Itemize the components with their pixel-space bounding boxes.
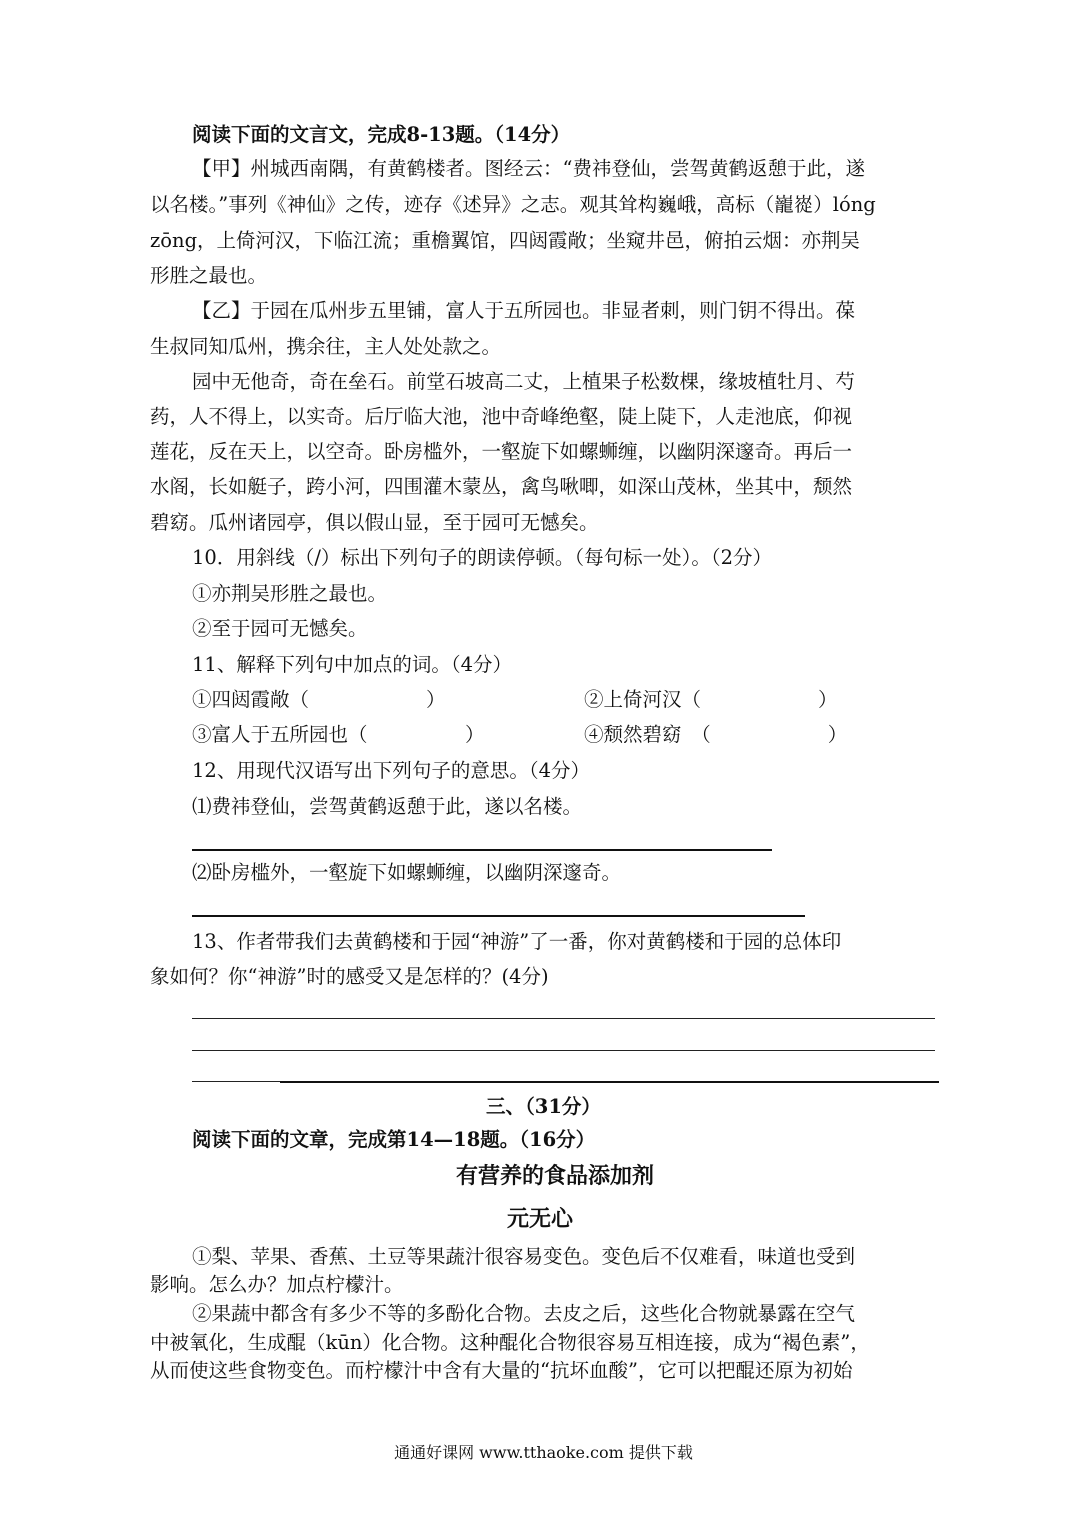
answer-line-q13-3b[interactable]	[280, 1081, 939, 1083]
q11-stem: 11、解释下列句中加点的词。（4分）	[192, 653, 512, 676]
section-heading: 阅读下面的文言文，完成8-13题。（14分）	[192, 123, 571, 146]
answer-line-q13-2[interactable]	[192, 1050, 935, 1051]
q10-item-1: ①亦荆吴形胜之最也。	[192, 582, 388, 605]
article-author: 元无心	[507, 1206, 574, 1232]
article-title: 有营养的食品添加剂	[456, 1163, 655, 1189]
passage-b-line-7: 碧窈。瓜州诸园亭，俱以假山显，至于园可无憾矣。	[150, 511, 599, 534]
q12-item-2: ⑵卧房槛外，一壑旋下如螺蛳缠，以幽阴深邃奇。	[192, 861, 622, 884]
page-footer: 通通好课网 www.tthaoke.com 提供下载	[394, 1443, 693, 1462]
article-paragraph-line-4: 中被氧化，生成醌（kūn）化合物。这种醌化合物很容易互相连接，成为“褐色素”，	[150, 1331, 870, 1354]
passage-b-line-5: 莲花，反在天上，以空奇。卧房槛外，一壑旋下如螺蛳缠，以幽阴深邃奇。再后一	[150, 440, 853, 463]
passage-a-line-1: 【甲】州城西南隅，有黄鹤楼者。图经云：“费祎登仙，尝驾黄鹤返憩于此，遂	[192, 157, 865, 180]
passage-b-line-4: 药，人不得上，以实奇。后厅临大池，池中奇峰绝壑，陡上陡下，人走池底，仰视	[150, 405, 853, 428]
passage-a-line-2: 以名楼。”事列《神仙》之传，迹存《述异》之志。观其耸构巍峨，高标（巃嵸）lóng	[150, 193, 876, 216]
q12-stem: 12、用现代汉语写出下列句子的意思。（4分）	[192, 759, 590, 782]
section-three-instruction: 阅读下面的文章，完成第14—18题。（16分）	[192, 1128, 596, 1151]
answer-line-q12-2[interactable]	[192, 915, 805, 917]
passage-b-line-3: 园中无他奇，奇在垒石。前堂石坡高二丈，上植果子松数棵，缘坡植牡月、芍	[192, 370, 856, 393]
section-three-heading: 三、（31分）	[486, 1095, 601, 1118]
answer-line-q13-3a[interactable]	[192, 1081, 280, 1082]
q11-item-3: ③富人于五所园也（ ）	[192, 723, 485, 746]
q13-stem-line-1: 13、作者带我们去黄鹤楼和于园“神游”了一番，你对黄鹤楼和于园的总体印	[192, 930, 842, 953]
article-paragraph-line-1: ①梨、苹果、香蕉、土豆等果蔬汁很容易变色。变色后不仅难看，味道也受到	[192, 1245, 856, 1268]
passage-b-line-1: 【乙】于园在瓜州步五里铺，富人于五所园也。非显者刺，则门钥不得出。葆	[192, 299, 856, 322]
article-paragraph-line-3: ②果蔬中都含有多少不等的多酚化合物。去皮之后，这些化合物就暴露在空气	[192, 1302, 856, 1325]
answer-line-q12-1[interactable]	[192, 849, 772, 851]
article-paragraph-line-5: 从而使这些食物变色。而柠檬汁中含有大量的“抗坏血酸”，它可以把醌还原为初始	[150, 1359, 853, 1382]
passage-a-line-4: 形胜之最也。	[150, 264, 268, 287]
q11-item-4: ④颓然碧窈 （ ）	[584, 723, 848, 746]
q12-item-1: ⑴费祎登仙，尝驾黄鹤返憩于此，遂以名楼。	[192, 795, 583, 818]
q10-item-2: ②至于园可无憾矣。	[192, 617, 368, 640]
passage-b-line-2: 生叔同知瓜州，携余往，主人处处款之。	[150, 335, 502, 358]
answer-line-q13-1[interactable]	[192, 1018, 935, 1019]
q10-stem: 10．用斜线（/）标出下列句子的朗读停顿。（每句标一处）。（2分）	[192, 546, 773, 569]
q13-stem-line-2: 象如何？你“神游”时的感受又是怎样的？(4分)	[150, 965, 549, 988]
passage-a-line-3: zōng，上倚河汉，下临江流；重檐翼馆，四闼霞敞；坐窥井邑，俯拍云烟：亦荆吴	[150, 229, 861, 252]
q11-item-2: ②上倚河汉（ ）	[584, 688, 838, 711]
article-paragraph-line-2: 影响。怎么办？加点柠檬汁。	[150, 1273, 404, 1296]
q11-item-1: ①四闼霞敞（ ）	[192, 688, 446, 711]
passage-b-line-6: 水阁，长如艇子，跨小河，四围灌木蒙丛，禽鸟啾唧，如深山茂林，坐其中，颓然	[150, 475, 853, 498]
